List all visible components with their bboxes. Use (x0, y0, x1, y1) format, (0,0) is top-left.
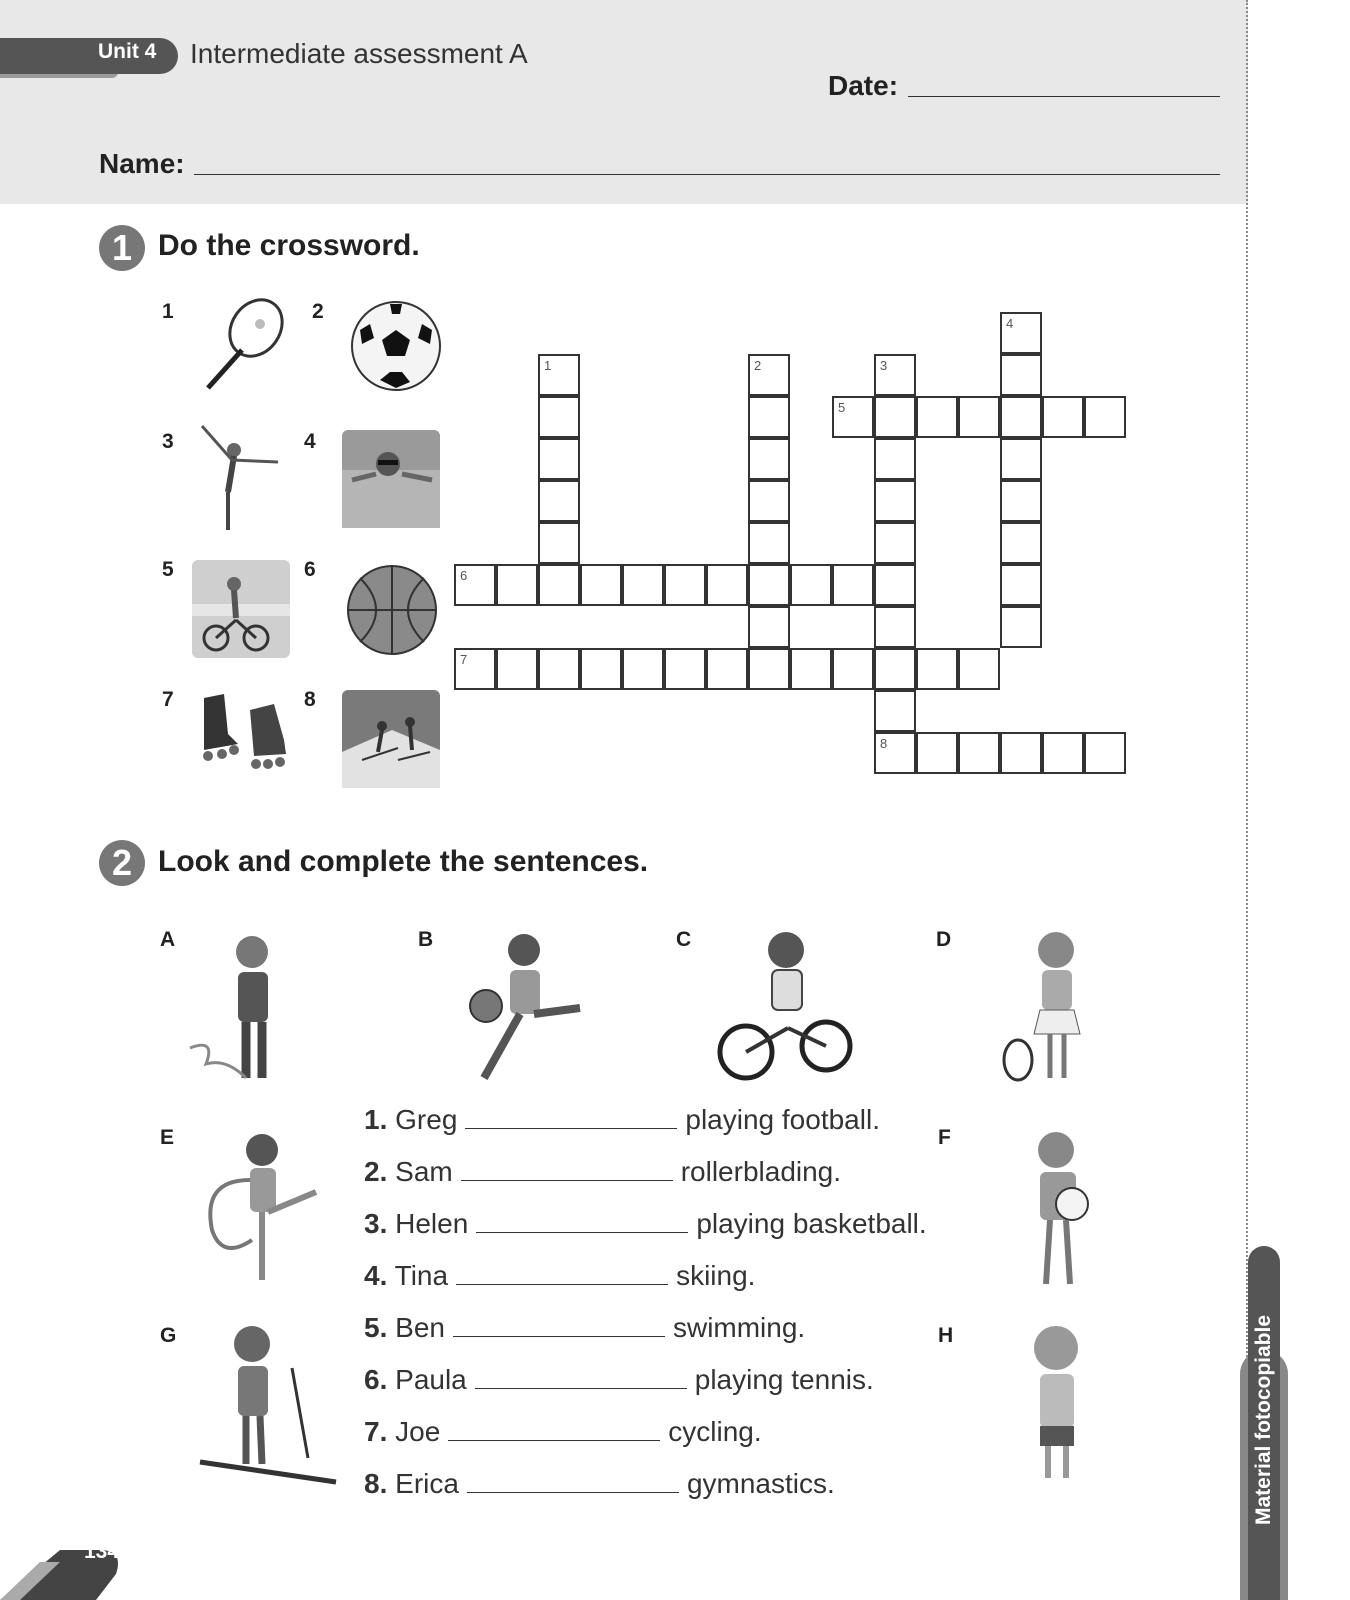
crossword-cell[interactable] (874, 438, 916, 480)
exercise-2-instruction: Look and complete the sentences. (158, 845, 649, 878)
crossword-cell[interactable] (874, 648, 916, 690)
football-player-illustration (1000, 1124, 1120, 1294)
cyclist-illustration (716, 928, 856, 1088)
crossword-cell[interactable] (748, 564, 790, 606)
exercise-1-number: 1 (99, 225, 145, 271)
crossword-clue-number: 2 (754, 358, 762, 373)
sentence-6: 6. Paula playing tennis. (364, 1364, 874, 1395)
football-icon (350, 300, 442, 392)
crossword-cell[interactable] (1000, 354, 1042, 396)
crossword-cell[interactable] (1000, 522, 1042, 564)
crossword-cell[interactable] (874, 354, 916, 396)
date-field[interactable] (908, 96, 1220, 97)
picture-letter: G (160, 1324, 177, 1347)
page-number: 134 (84, 1540, 120, 1563)
crossword-cell[interactable] (538, 396, 580, 438)
crossword-cell[interactable] (538, 480, 580, 522)
crossword-cell[interactable] (916, 648, 958, 690)
answer-blank[interactable] (467, 1470, 679, 1493)
answer-blank[interactable] (456, 1262, 668, 1285)
crossword-clue-number: 8 (880, 736, 888, 751)
crossword-cell[interactable] (748, 396, 790, 438)
sentence-1: 1. Greg playing football. (364, 1104, 880, 1135)
crossword-cell[interactable] (454, 648, 496, 690)
exercise-2-number: 2 (99, 840, 145, 886)
crossword-cell[interactable] (1042, 396, 1084, 438)
crossword-cell[interactable] (538, 438, 580, 480)
answer-blank[interactable] (448, 1418, 660, 1441)
name-label: Name: (99, 148, 185, 179)
skiers-photo (342, 690, 440, 788)
crossword-cell[interactable] (748, 438, 790, 480)
crossword-clue-number: 5 (838, 400, 846, 415)
crossword-clue-number: 6 (460, 568, 468, 583)
picture-number: 8 (304, 688, 316, 711)
crossword-cell[interactable] (454, 564, 496, 606)
unit-label: Unit 4 (98, 40, 157, 63)
name-field[interactable] (194, 174, 1220, 175)
crossword-cell[interactable] (622, 648, 664, 690)
crossword-cell[interactable] (496, 648, 538, 690)
picture-number: 4 (304, 430, 316, 453)
basketball-icon (346, 564, 438, 656)
crossword-cell[interactable] (538, 564, 580, 606)
sentence-5: 5. Ben swimming. (364, 1312, 806, 1343)
crossword-cell[interactable] (1000, 606, 1042, 648)
crossword-cell[interactable] (748, 354, 790, 396)
date-label: Date: (828, 70, 899, 101)
crossword-cell[interactable] (538, 648, 580, 690)
crossword-cell[interactable] (538, 354, 580, 396)
crossword-cell[interactable] (580, 648, 622, 690)
crossword-cell[interactable] (832, 396, 874, 438)
basketball-player-illustration (460, 928, 600, 1088)
picture-number: 7 (162, 688, 174, 711)
crossword-cell[interactable] (1042, 732, 1084, 774)
sentence-7: 7. Joe cycling. (364, 1416, 762, 1447)
picture-letter: A (160, 928, 176, 951)
crossword-cell[interactable] (874, 732, 916, 774)
crossword-cell[interactable] (706, 648, 748, 690)
answer-blank[interactable] (453, 1314, 665, 1337)
sentence-2: 2. Sam rollerblading. (364, 1156, 842, 1187)
crossword-cell[interactable] (1000, 564, 1042, 606)
crossword-cell[interactable] (1084, 396, 1126, 438)
crossword-cell[interactable] (664, 648, 706, 690)
crossword-cell[interactable] (496, 564, 538, 606)
picture-letter: C (676, 928, 692, 951)
crossword-cell[interactable] (706, 564, 748, 606)
answer-blank[interactable] (461, 1158, 673, 1181)
crossword-cell[interactable] (538, 522, 580, 564)
answer-blank[interactable] (476, 1210, 688, 1233)
crossword-cell[interactable] (916, 732, 958, 774)
crossword-cell[interactable] (874, 690, 916, 732)
answer-blank[interactable] (465, 1106, 677, 1129)
crossword-cell[interactable] (748, 648, 790, 690)
picture-number: 3 (162, 430, 174, 453)
crossword-cell[interactable] (832, 648, 874, 690)
cyclist-photo (192, 560, 290, 658)
crossword-cell[interactable] (622, 564, 664, 606)
crossword-cell[interactable] (874, 564, 916, 606)
crossword-cell[interactable] (748, 522, 790, 564)
answer-blank[interactable] (475, 1366, 687, 1389)
crossword-cell[interactable] (1000, 312, 1042, 354)
crossword-cell[interactable] (580, 564, 622, 606)
crossword-cell[interactable] (916, 396, 958, 438)
crossword-cell[interactable] (1000, 438, 1042, 480)
crossword-cell[interactable] (748, 480, 790, 522)
document-title: Intermediate assessment A (190, 38, 528, 69)
picture-letter: E (160, 1126, 175, 1149)
crossword-cell[interactable] (790, 564, 832, 606)
picture-number: 6 (304, 558, 316, 581)
picture-letter: B (418, 928, 434, 951)
picture-number: 2 (312, 300, 324, 323)
picture-letter: D (936, 928, 952, 951)
crossword-cell[interactable] (1084, 732, 1126, 774)
crossword-cell[interactable] (832, 564, 874, 606)
crossword-clue-number: 7 (460, 652, 468, 667)
photocopiable-label: Material fotocopiable (1252, 1314, 1275, 1526)
crossword-cell[interactable] (1000, 396, 1042, 438)
swimmer-photo (342, 430, 440, 528)
sentence-8: 8. Erica gymnastics. (364, 1468, 835, 1499)
rollerblades-icon (194, 690, 290, 778)
sentence-4: 4. Tina skiing. (364, 1260, 756, 1291)
crossword-clue-number: 4 (1006, 316, 1014, 331)
swimmer-boy-illustration (1004, 1318, 1114, 1488)
picture-letter: H (938, 1324, 954, 1347)
cold-child-illustration (186, 928, 306, 1088)
crossword-cell[interactable] (874, 606, 916, 648)
tennis-racket-icon (198, 298, 288, 394)
picture-number: 1 (162, 300, 174, 323)
crossword-clue-number: 3 (880, 358, 888, 373)
crossword-cell[interactable] (958, 732, 1000, 774)
crossword-cell[interactable] (1000, 732, 1042, 774)
crossword-cell[interactable] (958, 396, 1000, 438)
gymnast-ribbon-illustration (192, 1120, 352, 1290)
crossword-cell[interactable] (1000, 480, 1042, 522)
picture-letter: F (938, 1126, 951, 1149)
crossword-clue-number: 1 (544, 358, 552, 373)
crossword-cell[interactable] (874, 480, 916, 522)
picture-number: 5 (162, 558, 174, 581)
crossword-cell[interactable] (874, 396, 916, 438)
crossword-cell[interactable] (748, 606, 790, 648)
crossword-cell[interactable] (664, 564, 706, 606)
sentence-3: 3. Helen playing basketball. (364, 1208, 927, 1239)
gymnast-icon (198, 424, 288, 534)
exercise-1-instruction: Do the crossword. (158, 229, 420, 262)
crossword-cell[interactable] (874, 522, 916, 564)
crossword-cell[interactable] (790, 648, 832, 690)
crossword-cell[interactable] (958, 648, 1000, 690)
tennis-player-illustration (996, 928, 1116, 1088)
skier-illustration (196, 1318, 346, 1488)
